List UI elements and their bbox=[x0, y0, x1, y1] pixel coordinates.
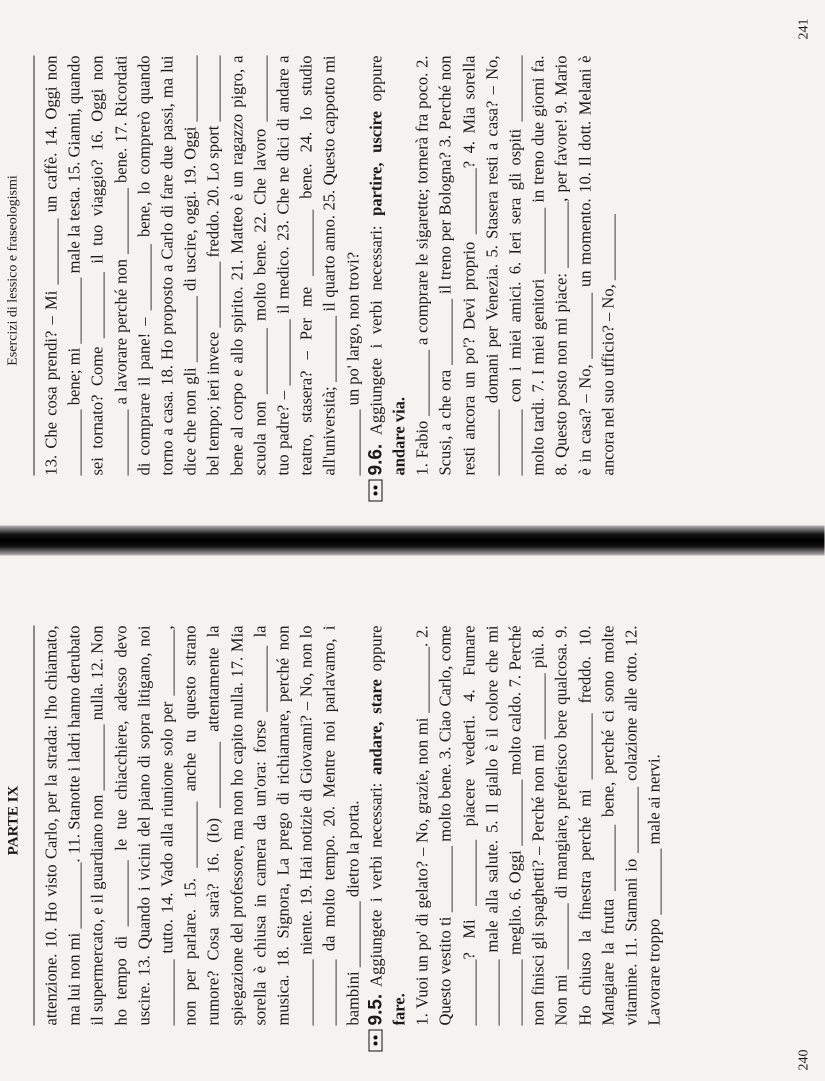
exercise-verb-last: andare via. bbox=[389, 396, 409, 476]
exercise-text: 1. Fabio ________ a comprare le sigarette; tornerà fra poco. 2. Scusi, a che ora ________ il treno per Bologna? 3. Perché non resti ancora un po'? Devi proprio ________? 4. Mia sorella ________ domani per Venezia. 5. Stasera resti a casa? – No, ________ con i miei amici. 6. Ieri sera gli ospiti ________ molto tardi. 7. I miei genitori ________ in treno due giorni fa. 8. Questo posto non mi piace: ________, per favore! 9. Mario è in casa? – No, ________ un momento. 10. Il dott. Melani è ancora nel suo ufficio? – No, ________ bbox=[412, 55, 618, 476]
exercise-connector: oppure bbox=[366, 625, 386, 672]
exercise-text-continued: attenzione. 10. Ho visto Carlo, per la strada: l'ho chiamato, ma lui non mi ________. 11. Stanotte i ladri hanno derubato il supermercato, e il guardiano non ________ nulla. 12. Non ho tempo di ________ le tue chiacchiere, adesso devo uscire. 13. Quando i vicini del piano di sopra litigano, noi ________ tutto. 14. Vado alla riunione solo per ________, non per parlare. 15. ________ anche tu questo strano rumore? Cosa sarà? 16. (Io) ________ attentamente la spiegazione del professore, ma non ho capito nulla. 17. Mia sorella è chiusa in camera da un'ora: forse ________ la musica. 18. Signora, La prego di richiamare, perché non ________ niente. 19. Hai notizie di Giovanni? – No, non lo ________ da molto tempo. 20. Mentre noi parlavamo, i bambini ________ dietro la porta. bbox=[41, 625, 363, 1026]
exercise-number: 9.5. bbox=[365, 993, 387, 1026]
page-number: 240 bbox=[796, 1049, 812, 1071]
page-header: Esercizi di lessico e fraseologismi bbox=[5, 175, 21, 366]
exercise-text-continued: 13. Che cosa prendi? – Mi ________ un caffè. 14. Oggi non ________ bene; mi ________ male la testa. 15. Gianni, quando sei tornato? Come ________ il tuo viaggio? 16. Oggi non ________ a lavorare perché non ________ bene. 17. Ricordati di comprare il pane! – ________ bene, lo comprerò quando torno a casa. 18. Ho proposto a Carlo di fare due passi, ma lui dice che non gli ________ di uscire, oggi. 19. Oggi ________ bel tempo; ieri invece ________ freddo. 20. Lo sport ________ bene al corpo e allo spirito. 21. Matteo è un ragazzo pigro, a scuola non ________ molto bene. 22. Che lavoro ________ tuo padre? – ________ il medico. 23. Che ne dici di andare a teatro, stasera? – Per me ________ bene. 24. Io studio all'università; ________ il quarto anno. 25. Questo cappotto mi ________ un po' largo, non trovi? bbox=[41, 55, 363, 476]
exercise-instruction: Aggiungete i verbi necessari: bbox=[366, 782, 386, 987]
header-rule bbox=[34, 626, 35, 1026]
header-rule bbox=[34, 56, 35, 476]
exercise-number: 9.6. bbox=[365, 443, 387, 476]
exercise-verb-last: fare. bbox=[389, 993, 409, 1026]
page-header: PARTE IX bbox=[5, 785, 22, 856]
page-number: 241 bbox=[796, 18, 812, 40]
page-content bbox=[40, 626, 666, 1026]
right-page bbox=[0, 1, 825, 541]
exercise-connector: oppure bbox=[366, 55, 386, 102]
left-page bbox=[0, 541, 825, 1081]
exercise-heading bbox=[364, 56, 410, 476]
audio-icon bbox=[368, 1030, 382, 1052]
exercise-instruction: Aggiungete i verbi necessari: bbox=[366, 225, 386, 436]
exercise-text: 1. Vuoi un po' di gelato? – No, grazie, non mi ________. 2. Questo vestito ti ________ molto bene. 3. Ciao Carlo, come ________? Mi ________ piacere vederti. 4. Fumare ________ male alla salute. 5. Il giallo è il colore che mi ________ meglio. 6. Oggi ________ molto caldo. 7. Perché non finisci gli spaghetti? – Perché non mi ________ più. 8. Non mi ________ di mangiare, preferisco bere qualcosa. 9. Ho chiuso la finestra perché mi ________ freddo. 10. Mangiare la frutta ________ bene, perché ci sono molte vitamine. 11. Stamani io ________ colazione alle otto. 12. Lavorare troppo ________ male ai nervi. bbox=[412, 625, 664, 1026]
book-spread bbox=[0, 1, 825, 1081]
page-content bbox=[40, 56, 620, 476]
audio-icon bbox=[368, 480, 382, 502]
exercise-verbs: partire, uscire bbox=[366, 111, 386, 216]
exercise-verbs: andare, stare bbox=[366, 679, 386, 775]
exercise-heading bbox=[364, 626, 410, 1026]
